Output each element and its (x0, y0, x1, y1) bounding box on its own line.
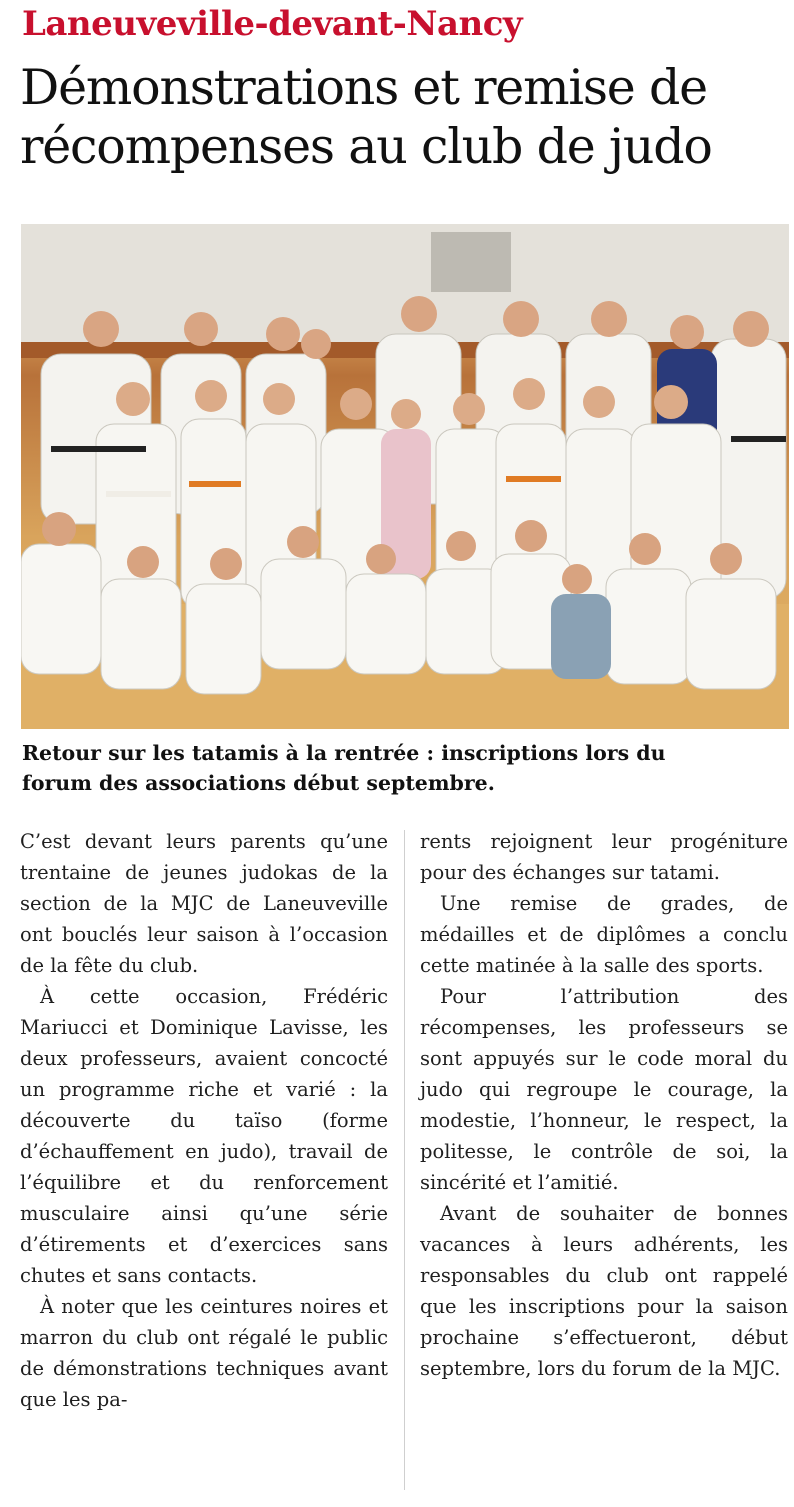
group-photo-illustration (21, 224, 789, 729)
article-column-right (420, 826, 788, 1384)
paragraph: rents rejoignent leur progéniture pour des échanges sur tatami. (420, 830, 788, 884)
paragraph: À cette occasion, Frédéric Mariucci et Dominique Lavisse, les deux professeurs, avaient concocté un programme riche et varié : la découverte du taïso (forme d’échauffement en judo), travail de l’équilibre et du renforcement musculaire ainsi qu’une série d’étirements et d’exercices sans chutes et sans contacts. (20, 985, 388, 1287)
paragraph: C’est devant leurs parents qu’une trentaine de jeunes judokas de la section de la MJC de Laneuveville ont bouclés leur saison à l’occasion de la fête du club. (20, 830, 388, 977)
column-divider (404, 830, 405, 1490)
paragraph: À noter que les ceintures noires et marron du club ont régalé le public de démonstrations techniques avant que les pa- (20, 1295, 388, 1411)
paragraph: Pour l’attribution des récompenses, les professeurs se sont appuyés sur le code moral du judo qui regroupe le courage, la modestie, l’honneur, le respect, la politesse, le contrôle de soi, la sincérité et l’amitié. (420, 985, 788, 1194)
headline-line-2: récompenses au club de judo (20, 118, 712, 175)
article-kicker: Laneuveville-devant-Nancy (22, 4, 523, 44)
caption-line-2: forum des associations début septembre. (22, 771, 495, 795)
article-column-left (20, 826, 388, 1415)
group-photo (21, 224, 789, 729)
paragraph: Une remise de grades, de médailles et de diplômes a conclu cette matinée à la salle des sports. (420, 892, 788, 977)
article-headline (20, 58, 780, 176)
caption-line-1: Retour sur les tatamis à la rentrée : inscriptions lors du (22, 741, 666, 765)
photo-caption (22, 738, 782, 798)
headline-line-1: Démonstrations et remise de (20, 59, 707, 116)
paragraph: Avant de souhaiter de bonnes vacances à leurs adhérents, les responsables du club ont rappelé que les inscriptions pour la saison prochaine s’effectueront, début septembre, lors du forum de la MJC. (420, 1202, 788, 1380)
